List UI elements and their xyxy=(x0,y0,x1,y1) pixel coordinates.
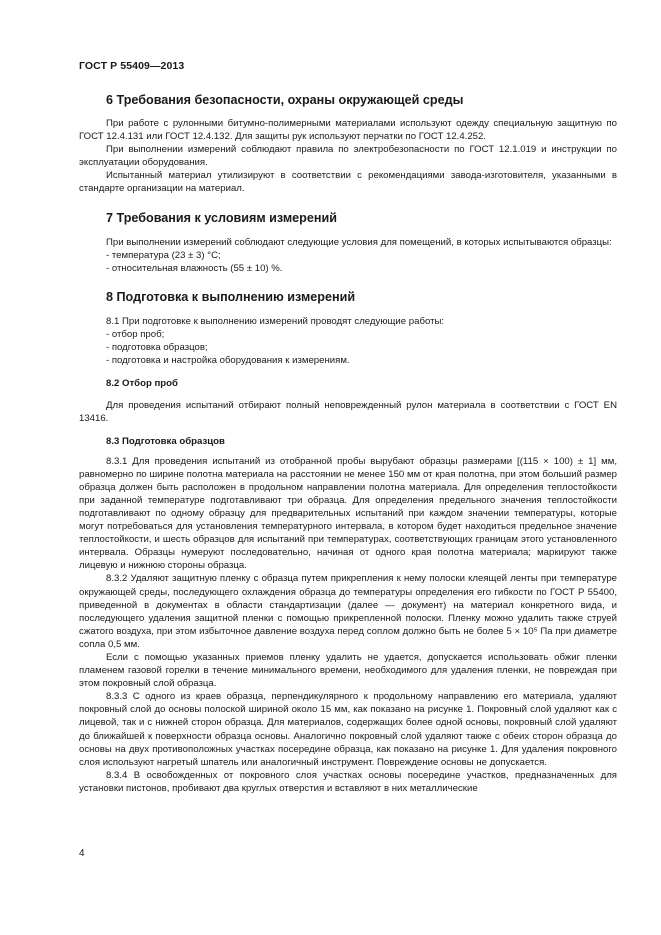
document-header: ГОСТ Р 55409—2013 xyxy=(79,60,185,72)
list-item: - температура (23 ± 3) °С; xyxy=(106,249,221,261)
list-item: - относительная влажность (55 ± 10) %. xyxy=(106,262,283,274)
page-number: 4 xyxy=(79,848,85,859)
list-item: - отбор проб; xyxy=(106,328,165,340)
section-6-title: 6 Требования безопасности, охраны окружающей среды xyxy=(106,93,464,107)
clause-8-3-1: 8.3.1 Для проведения испытаний из отобранной пробы вырубают образцы размерами [(115 × 100) ± 1] мм, равномерно по ширине полотна материала на расстоянии не менее 150 мм от края полотна, при этом больший размер образца должен быть расположен в продольном направлении полотна материала. Для определения теплостойкости при заданной температуре подготавливают три образца. Для определения предельного значения теплостойкости подготавливают по одному образцу для предварительных испытаний при каждом значении температуры, которые могут потребоваться для установления температурного интервала, в котором будет находиться предельное значение теплостойкости, и шесть образцов для испытаний при температурах, соответствующих границам этого установленного интервала. Образцы нумеруют последовательно, начиная от одного края полотна материала; маркируют также лицевую и нижнюю стороны образца. xyxy=(79,455,617,572)
clause-8-3-3: 8.3.3 С одного из краев образца, перпендикулярного к продольному направлению его материала, удаляют покровный слой до основы полоской шириной около 15 мм, как показано на рисунке 1. Покровный слой удаляют как с лицевой, так и с нижней сторон образца. Для материалов, содержащих более одной основы, покровный слой удаляют до ближайшей к поверхности образца основы. Аналогично покровный слой удаляют также с обеих сторон образца до основы на двух противоположных участках посередине образца, как показано на рисунке 1. Для удаления покровного слоя используют нагретый шпатель или аналогичный инструмент. Повреждение основы не допускается. xyxy=(79,691,617,768)
clause-8-3-2-continued: Если с помощью указанных приемов пленку удалить не удается, допускается использовать обжиг пленки пламенем газовой горелки в течение минимального времени, необходимого для удаления пленки, не повреждая при этом покровный слой образца. xyxy=(79,652,617,690)
clause-8-3-4: 8.3.4 В освобожденных от покровного слоя участках основы посередине участков, предназначенных для установки пистонов, пробивают два круглых отверстия и вставляют в них металлические xyxy=(79,769,617,794)
subsection-8-2-paragraph: Для проведения испытаний отбирают полный неповрежденный рулон материала в соответствии с ГОСТ EN 13416. xyxy=(79,400,617,425)
subsection-8-2-title: 8.2 Отбор проб xyxy=(106,378,178,390)
section-6-paragraph: Испытанный материал утилизируют в соответствии с рекомендациями завода-изготовителя, указанными в стандарте организации на материал. xyxy=(79,170,617,195)
preparation-list xyxy=(79,328,617,367)
conditions-list xyxy=(79,249,617,275)
section-8-1-paragraph: 8.1 При подготовке к выполнению измерений проводят следующие работы: xyxy=(106,315,445,327)
list-item: - подготовка образцов; xyxy=(106,342,208,354)
list-item: - подготовка и настройка оборудования к измерениям. xyxy=(106,355,350,367)
section-8-title: 8 Подготовка к выполнению измерений xyxy=(106,289,356,304)
subsection-8-3-title: 8.3 Подготовка образцов xyxy=(106,435,225,447)
document-body xyxy=(79,90,617,795)
section-6-paragraph: При выполнении измерений соблюдают правила по электробезопасности по ГОСТ 12.1.019 и инструкции по эксплуатации оборудования. xyxy=(79,144,617,169)
section-6-paragraph: При работе с рулонными битумно-полимерными материалами используют одежду специальную защитную по ГОСТ 12.4.131 или ГОСТ 12.4.132. Для защиты рук используют перчатки по ГОСТ 12.4.252. xyxy=(79,118,617,143)
clause-8-3-2: 8.3.2 Удаляют защитную пленку с образца путем прикрепления к нему полоски клеящей ленты при температуре окружающей среды, последующего охлаждения образца до температуры определения его гибкости по ГОСТ Р 55400, приведенной в документах в области стандартизации (далее — документ) на материал конкретного вида, и последующего удаления защитной пленки с помощью прикрепленной полоски. Пленку можно удалить также струей сжатого воздуха, при этом избыточное давление воздуха перед соплом должно быть не более 5 × 10⁵ Па при диаметре сопла 0,5 мм. xyxy=(79,573,617,650)
section-7-paragraph: При выполнении измерений соблюдают следующие условия для помещений, в которых испытываются образцы: xyxy=(106,236,612,248)
section-7-title: 7 Требования к условиям измерений xyxy=(106,210,337,225)
